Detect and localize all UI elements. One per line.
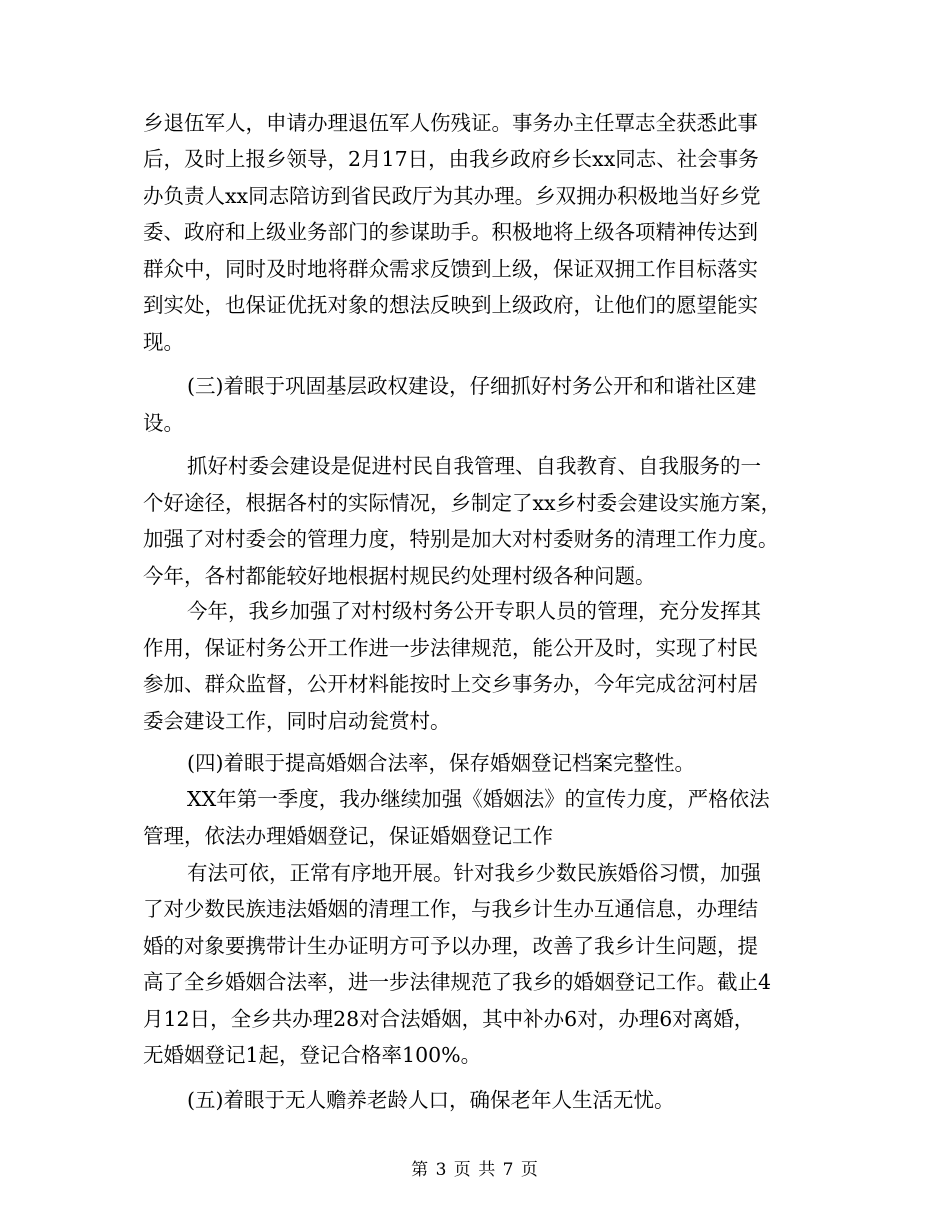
text-line: 月12日，全乡共办理28对合法婚姻，其中补办6对，办理6对离婚， bbox=[143, 1007, 755, 1031]
text-line: 乡退伍军人，申请办理退伍军人伤残证。事务办主任覃志全获悉此事 bbox=[143, 111, 758, 135]
paragraph-first-line: 抓好村委会建设是促进村民自我管理、自我教育、自我服务的一 bbox=[187, 454, 761, 478]
text-line: 到实处，也保证优抚对象的想法反映到上级政府，让他们的愿望能实 bbox=[143, 293, 758, 317]
text-line: 委、政府和上级业务部门的参谋助手。积极地将上级各项精神传达到 bbox=[143, 220, 758, 244]
text-line: 办负责人xx同志陪访到省民政厅为其办理。乡双拥办积极地当好乡党 bbox=[143, 184, 761, 208]
text-line: 无婚姻登记1起，登记合格率100%。 bbox=[143, 1043, 482, 1067]
text-line: 高了全乡婚姻合法率，进一步法律规范了我乡的婚姻登记工作。截止4 bbox=[143, 970, 772, 994]
paragraph-first-line: 今年，我乡加强了对村级村务公开专职人员的管理，充分发挥其 bbox=[187, 599, 761, 623]
text-line: 作用，保证村务公开工作进一步法律规范，能公开及时，实现了村民 bbox=[143, 636, 758, 660]
section-heading: (四)着眼于提高婚姻合法率，保存婚姻登记档案完整性。 bbox=[187, 751, 695, 775]
text-line: 今年，各村都能较好地根据村规民约处理村级各种问题。 bbox=[143, 564, 656, 588]
section-heading: (五)着眼于无人赡养老龄人口，确保老年人生活无忧。 bbox=[187, 1088, 675, 1112]
paragraph-first-line: 有法可依，正常有序地开展。针对我乡少数民族婚俗习惯，加强 bbox=[187, 861, 761, 885]
text-line: 参加、群众监督，公开材料能按时上交乡事务办，今年完成岔河村居 bbox=[143, 672, 758, 696]
page-footer: 第 3 页 共 7 页 bbox=[411, 1160, 539, 1180]
text-line: 群众中，同时及时地将群众需求反馈到上级，保证双拥工作目标落实 bbox=[143, 257, 758, 281]
text-line: 加强了对村委会的管理力度，特别是加大对村委财务的清理工作力度。 bbox=[143, 527, 779, 551]
paragraph-first-line: XX年第一季度，我办继续加强《婚姻法》的宣传力度，严格依法 bbox=[187, 787, 770, 811]
text-line: 个好途径，根据各村的实际情况，乡制定了xx乡村委会建设实施方案， bbox=[143, 491, 782, 515]
text-line: 婚的对象要携带计生办证明方可予以办理，改善了我乡计生问题，提 bbox=[143, 934, 758, 958]
text-line: 管理，依法办理婚姻登记，保证婚姻登记工作 bbox=[143, 824, 553, 848]
section-heading: (三)着眼于巩固基层政权建设，仔细抓好村务公开和和谐社区建 bbox=[187, 374, 757, 398]
text-line: 设。 bbox=[143, 411, 184, 435]
text-line: 委会建设工作，同时启动瓮赏村。 bbox=[143, 709, 451, 733]
text-line: 了对少数民族违法婚姻的清理工作，与我乡计生办互通信息，办理结 bbox=[143, 897, 758, 921]
text-line: 现。 bbox=[143, 330, 184, 354]
text-line: 后，及时上报乡领导，2月17日，由我乡政府乡长xx同志、社会事务 bbox=[143, 147, 759, 171]
